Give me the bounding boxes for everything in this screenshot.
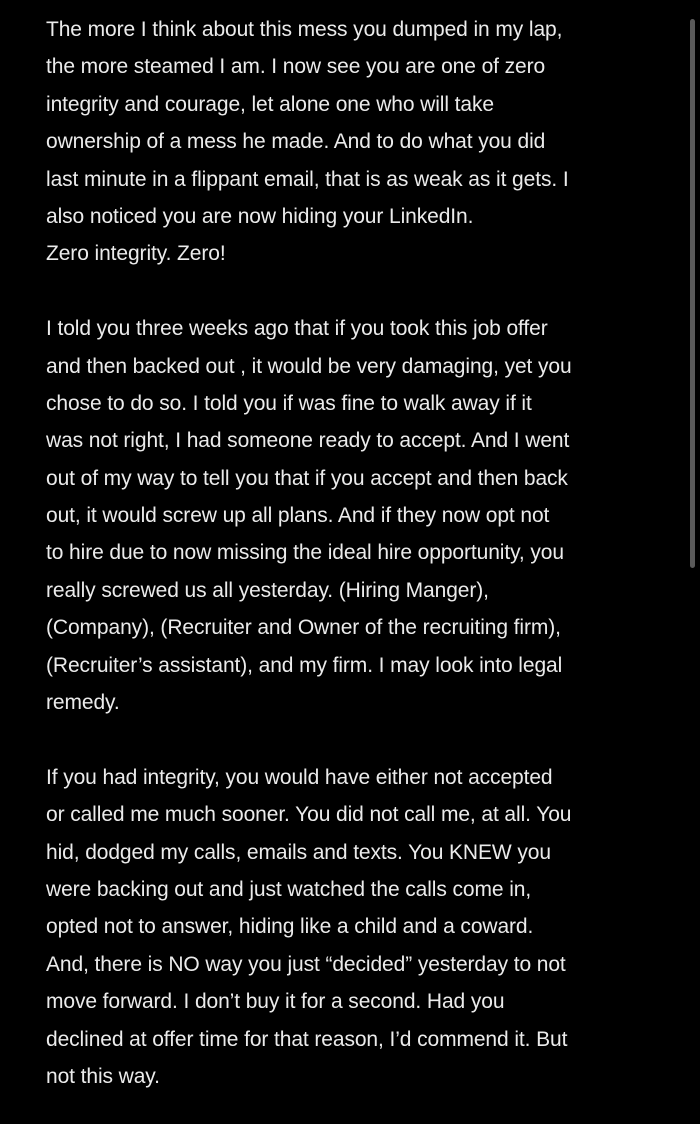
text-line: last minute in a flippant email, that is as weak as it gets. I — [46, 167, 569, 191]
text-line: hid, dodged my calls, emails and texts. You KNEW you — [46, 840, 551, 864]
text-line: was not right, I had someone ready to accept. And I went — [46, 429, 570, 453]
paragraph-spacer — [46, 273, 666, 310]
text-line: were backing out and just watched the calls come in, — [46, 877, 532, 901]
vertical-scrollbar[interactable] — [690, 19, 695, 568]
text-line: really screwed us all yesterday. (Hiring Manger), — [46, 578, 489, 602]
text-line: remedy. — [46, 691, 120, 715]
text-line: also noticed you are now hiding your LinkedIn. — [46, 204, 474, 228]
paragraph-spacer — [46, 721, 666, 758]
text-line: integrity and courage, let alone one who will take — [46, 92, 494, 116]
text-line: I told you three weeks ago that if you took this job offer — [46, 317, 548, 341]
text-line: and then backed out , it would be very damaging, yet you — [46, 354, 572, 378]
text-line: chose to do so. I told you if was fine to walk away if it — [46, 391, 532, 415]
text-line: opted not to answer, hiding like a child and a coward. — [46, 915, 534, 939]
text-line: to hire due to now missing the ideal hire opportunity, you — [46, 541, 564, 565]
text-line: If you had integrity, you would have either not accepted — [46, 765, 553, 789]
paragraph-2 — [46, 310, 666, 721]
text-line: the more steamed I am. I now see you are one of zero — [46, 55, 546, 79]
text-line: out, it would screw up all plans. And if they now opt not — [46, 504, 550, 528]
text-line: And, there is NO way you just “decided” yesterday to not — [46, 952, 566, 976]
text-line: (Company), (Recruiter and Owner of the recruiting firm), — [46, 616, 561, 640]
paragraph-3 — [46, 759, 666, 1096]
text-line: move forward. I don’t buy it for a second. Had you — [46, 990, 505, 1014]
text-line: ownership of a mess he made. And to do what you did — [46, 130, 546, 154]
note-body[interactable] — [46, 11, 666, 1095]
paragraph-1 — [46, 11, 666, 273]
text-line: (Recruiter’s assistant), and my firm. I may look into legal — [46, 653, 563, 677]
text-line: declined at offer time for that reason, I’d commend it. But — [46, 1027, 568, 1051]
text-line: Zero integrity. Zero! — [46, 242, 226, 266]
text-line: The more I think about this mess you dumped in my lap, — [46, 18, 563, 41]
text-line: not this way. — [46, 1064, 160, 1088]
text-line: or called me much sooner. You did not call me, at all. You — [46, 803, 572, 827]
text-line: out of my way to tell you that if you accept and then back — [46, 466, 568, 490]
